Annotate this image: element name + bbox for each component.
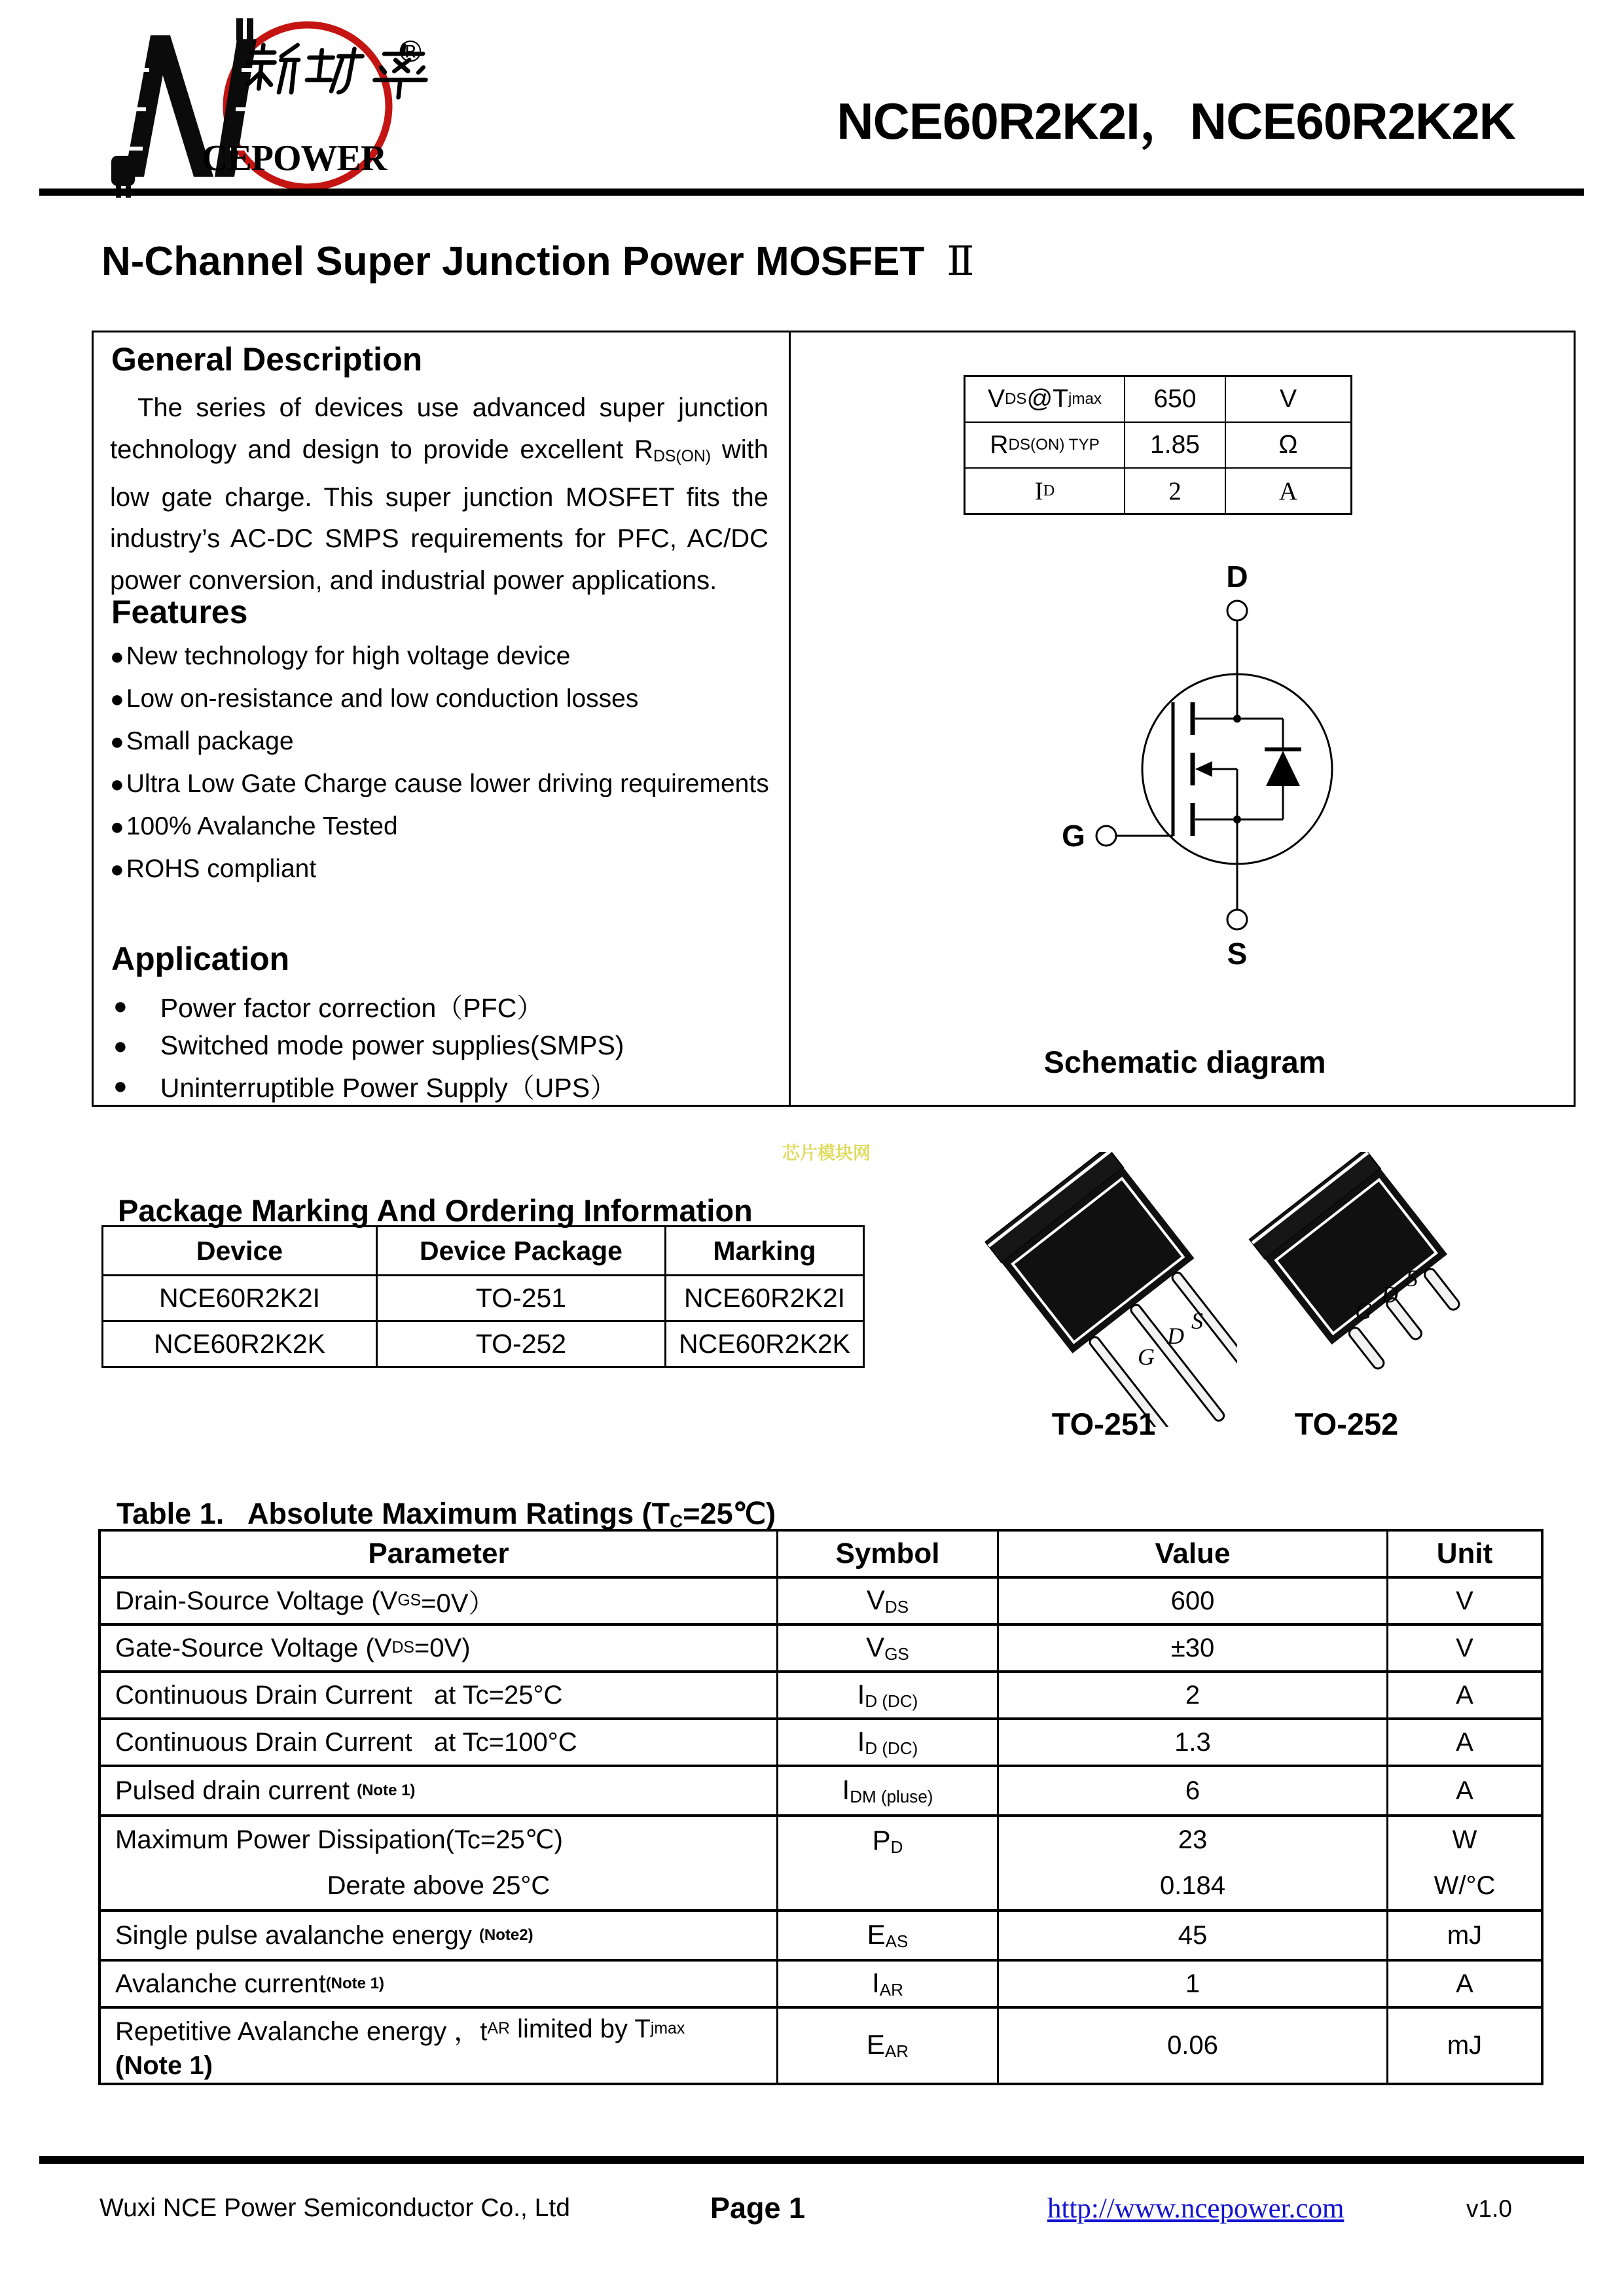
parameter-cell bbox=[101, 1912, 778, 1959]
bullet-icon: ● bbox=[110, 642, 124, 670]
unit-cell bbox=[1388, 1673, 1541, 1717]
parameter-cell bbox=[101, 1962, 778, 2006]
table-row bbox=[101, 1767, 1541, 1817]
value-cell bbox=[999, 1720, 1388, 1765]
ordering-cell: TO-251 bbox=[378, 1276, 666, 1320]
unit-line: A bbox=[1456, 1776, 1473, 1805]
symbol-text: $I_{D (DC)}$ bbox=[857, 1725, 918, 1759]
symbol-cell bbox=[778, 1912, 999, 1959]
unit-line: mJ bbox=[1447, 2031, 1483, 2060]
parameter-line: Repetitive Avalanche energy ，t AR limited by T jmax bbox=[115, 2014, 685, 2046]
bullet-icon: ● bbox=[110, 770, 124, 797]
unit-line: A bbox=[1456, 1969, 1473, 1998]
page-title-numeral: Ⅱ bbox=[947, 237, 975, 285]
ratings-header-cell: Unit bbox=[1436, 1537, 1493, 1570]
symbol-cell bbox=[778, 1673, 999, 1717]
parameter-line: Continuous Drain Current at Tc=25°C bbox=[115, 1680, 563, 1710]
absolute-maximum-ratings-table bbox=[98, 1529, 1543, 2085]
symbol-cell bbox=[778, 1817, 999, 1909]
parameter-cell bbox=[101, 1673, 778, 1717]
ordering-cell: TO-252 bbox=[378, 1322, 666, 1366]
parameter-line: Avalanche current (Note 1) bbox=[115, 1969, 385, 1998]
bullet-icon: ● bbox=[113, 992, 128, 1019]
body-diode-icon bbox=[1237, 719, 1301, 819]
registered-trademark-icon: ® bbox=[399, 34, 422, 68]
general-description-paragraph: The series of devices use advanced super junction technology and design to provide excellent $R_{DS(ON)}$ with low gate charge. This super junction MOSFET fits the industry’s AC-DC SMPS requirements for PFC, AC/DC power conversion, and industrial power applications. bbox=[110, 393, 768, 595]
value-line: 0.184 bbox=[1159, 1871, 1226, 1901]
value-cell bbox=[999, 1673, 1388, 1717]
page-title-text: N-Channel Super Junction Power MOSFET bbox=[101, 239, 925, 284]
ordering-header-row bbox=[103, 1227, 863, 1276]
parameter-cell bbox=[101, 1767, 778, 1814]
application-text: Uninterruptible Power Supply（UPS） bbox=[160, 1073, 617, 1103]
value-line: 2 bbox=[1185, 1680, 1200, 1710]
unit-line: V bbox=[1456, 1586, 1473, 1615]
table-row bbox=[103, 1276, 863, 1322]
application-text: Switched mode power supplies(SMPS) bbox=[160, 1030, 624, 1060]
unit-cell bbox=[1388, 1579, 1541, 1623]
table-row bbox=[101, 2009, 1541, 2083]
table-row bbox=[103, 1322, 863, 1366]
source-terminal-icon bbox=[1227, 910, 1247, 929]
parameter-line: Gate-Source Voltage (V DS =0V) bbox=[115, 1633, 471, 1662]
ordering-table bbox=[101, 1225, 865, 1368]
symbol-text: $P_D$ bbox=[872, 1825, 903, 1857]
application-heading: Application bbox=[111, 941, 290, 977]
bullet-icon: ● bbox=[113, 1031, 128, 1059]
bullet-icon: ● bbox=[110, 855, 124, 882]
unit-cell bbox=[1388, 2009, 1541, 2083]
spec-parameter: V DS @T jmax bbox=[965, 377, 1125, 422]
footer-rule bbox=[39, 2156, 1584, 2164]
value-line: 1 bbox=[1185, 1969, 1200, 1998]
table-row bbox=[101, 1962, 1541, 2009]
spec-unit: V bbox=[1279, 385, 1297, 413]
to251-pin-g-label: G bbox=[1138, 1344, 1155, 1370]
table-row bbox=[101, 1673, 1541, 1720]
package-to252-image bbox=[1247, 1152, 1509, 1388]
feature-text: Small package bbox=[126, 726, 294, 755]
feature-text: New technology for high voltage device bbox=[126, 641, 571, 670]
value-line: 600 bbox=[1170, 1586, 1215, 1615]
table-row bbox=[101, 1817, 1541, 1912]
feature-item bbox=[110, 762, 769, 805]
symbol-cell bbox=[778, 1626, 999, 1670]
parameter-cell bbox=[101, 1720, 778, 1765]
company-logo bbox=[46, 8, 439, 198]
symbol-text: $I_{D (DC)}$ bbox=[857, 1678, 918, 1712]
unit-line: W/°C bbox=[1434, 1871, 1496, 1901]
feature-item bbox=[110, 677, 769, 720]
value-cell bbox=[999, 1817, 1388, 1909]
footer-website-link[interactable]: http://www.ncepower.com bbox=[1047, 2193, 1344, 2224]
ratings-header-cell: Parameter bbox=[101, 1532, 778, 1576]
parameter-cell bbox=[101, 1817, 778, 1909]
parameter-cell bbox=[101, 2009, 778, 2083]
value-cell bbox=[999, 2009, 1388, 2083]
to251-label: TO-251 bbox=[1051, 1407, 1156, 1441]
value-line: 1.3 bbox=[1174, 1727, 1211, 1757]
ordering-header-cell: Device bbox=[103, 1227, 378, 1274]
ratings-header-cell: Value bbox=[999, 1532, 1388, 1576]
value-line: 23 bbox=[1178, 1825, 1208, 1854]
features-list bbox=[110, 635, 769, 890]
unit-line: W bbox=[1452, 1825, 1477, 1854]
unit-cell bbox=[1388, 1626, 1541, 1670]
feature-text: Ultra Low Gate Charge cause lower driving requirements bbox=[126, 769, 769, 798]
parameter-line: Continuous Drain Current at Tc=100°C bbox=[115, 1727, 577, 1757]
unit-line: A bbox=[1456, 1727, 1473, 1757]
to251-pin-s-label: S bbox=[1191, 1308, 1203, 1334]
symbol-text: $E_{AR}$ bbox=[866, 2029, 909, 2062]
spec-unit: Ω bbox=[1278, 431, 1298, 459]
drain-label: D bbox=[1226, 560, 1248, 594]
logo-cepower-text: CEPOWER bbox=[202, 138, 387, 179]
key-parameters-table bbox=[964, 375, 1352, 515]
table-row bbox=[101, 1626, 1541, 1673]
application-text: Power factor correction（PFC） bbox=[160, 993, 544, 1023]
watermark-text: 芯片模块网 bbox=[782, 1143, 871, 1163]
page-title bbox=[101, 237, 975, 285]
symbol-text: $V_{DS}$ bbox=[866, 1584, 909, 1617]
value-cell bbox=[999, 1912, 1388, 1959]
gate-terminal-icon bbox=[1096, 826, 1116, 846]
parameter-line: Maximum Power Dissipation(Tc=25℃) bbox=[115, 1825, 564, 1855]
ordering-header-cell: Marking bbox=[713, 1235, 816, 1266]
unit-cell bbox=[1388, 1962, 1541, 2006]
ordering-cell: NCE60R2K2K bbox=[678, 1329, 851, 1359]
unit-line: mJ bbox=[1447, 1920, 1483, 1950]
bullet-icon: ● bbox=[110, 727, 124, 755]
ordering-cell: NCE60R2K2I bbox=[103, 1276, 378, 1320]
bullet-icon: ● bbox=[110, 812, 124, 840]
unit-line: A bbox=[1456, 1680, 1473, 1710]
mosfet-schematic bbox=[1028, 553, 1447, 978]
spec-row bbox=[965, 469, 1350, 513]
ratings-table-heading: Table 1. Absolute Maximum Ratings $(T_C=25℃)$ bbox=[117, 1497, 776, 1532]
feature-text: Low on-resistance and low conduction losses bbox=[126, 684, 639, 713]
spec-row bbox=[965, 423, 1350, 469]
to252-pin-d-label: D bbox=[1381, 1282, 1398, 1308]
application-item bbox=[113, 986, 624, 1026]
ordering-cell: NCE60R2K2I bbox=[683, 1283, 846, 1313]
feature-item bbox=[110, 848, 769, 890]
symbol-cell bbox=[778, 1767, 999, 1814]
source-label: S bbox=[1227, 937, 1248, 971]
value-cell bbox=[999, 1579, 1388, 1623]
spec-value: 1.85 bbox=[1125, 423, 1226, 467]
bullet-icon: ● bbox=[110, 685, 124, 712]
footer-page-number: Page 1 bbox=[710, 2191, 806, 2225]
unit-cell bbox=[1388, 1817, 1541, 1909]
application-item bbox=[113, 1066, 624, 1105]
feature-item bbox=[110, 805, 769, 848]
ordering-header-cell: Device Package bbox=[378, 1227, 666, 1274]
general-description-heading: General Description bbox=[111, 341, 423, 378]
overview-box bbox=[92, 331, 1576, 1107]
feature-text: ROHS compliant bbox=[126, 854, 317, 883]
schematic-caption: Schematic diagram bbox=[1043, 1045, 1326, 1079]
spec-unit: A bbox=[1278, 476, 1298, 505]
value-cell bbox=[999, 1767, 1388, 1814]
drain-terminal-icon bbox=[1227, 601, 1247, 620]
application-item bbox=[113, 1026, 624, 1066]
symbol-text: $I_{AR}$ bbox=[872, 1967, 903, 2000]
header-rule bbox=[39, 188, 1584, 196]
to251-pin-d-label: D bbox=[1167, 1323, 1184, 1349]
value-line: 45 bbox=[1178, 1920, 1208, 1950]
logo-graphic bbox=[46, 8, 439, 198]
spec-parameter: I D bbox=[965, 469, 1125, 513]
parameter-line: (Note 1) bbox=[115, 2051, 213, 2080]
ordering-cell: NCE60R2K2K bbox=[103, 1322, 378, 1366]
unit-cell bbox=[1388, 1720, 1541, 1765]
parameter-cell bbox=[101, 1579, 778, 1623]
value-line: 6 bbox=[1185, 1776, 1200, 1805]
application-list bbox=[113, 986, 624, 1105]
value-cell bbox=[999, 1962, 1388, 2006]
symbol-cell bbox=[778, 1579, 999, 1623]
ratings-header-row bbox=[101, 1532, 1541, 1579]
unit-cell bbox=[1388, 1767, 1541, 1814]
symbol-text: $V_{GS}$ bbox=[866, 1631, 909, 1664]
parameter-line: Derate above 25°C bbox=[327, 1871, 550, 1901]
to252-pin-s-label: S bbox=[1406, 1265, 1418, 1291]
symbol-cell bbox=[778, 1962, 999, 2006]
symbol-text: $E_{AS}$ bbox=[867, 1918, 909, 1952]
package-to251-image bbox=[975, 1152, 1237, 1427]
spec-value: 650 bbox=[1125, 377, 1226, 422]
bullet-icon: ● bbox=[113, 1071, 128, 1099]
parameter-line: Single pulse avalanche energy (Note2) bbox=[115, 1920, 533, 1950]
parameter-line: Pulsed drain current (Note 1) bbox=[115, 1776, 416, 1805]
feature-item bbox=[110, 635, 769, 677]
to252-label: TO-252 bbox=[1294, 1407, 1399, 1441]
parameter-cell bbox=[101, 1626, 778, 1670]
to252-pin-g-label: G bbox=[1355, 1298, 1372, 1324]
part-number-title: NCE60R2K2I，NCE60R2K2K bbox=[837, 92, 1515, 150]
value-line: 0.06 bbox=[1167, 2031, 1218, 2060]
value-line: ±30 bbox=[1170, 1633, 1215, 1662]
spec-row bbox=[965, 377, 1350, 423]
feature-text: 100% Avalanche Tested bbox=[126, 812, 398, 840]
spec-value: 2 bbox=[1125, 469, 1226, 513]
ratings-header-cell: Symbol bbox=[778, 1532, 999, 1576]
column-divider bbox=[789, 332, 791, 1105]
table-row bbox=[101, 1579, 1541, 1626]
unit-line: V bbox=[1456, 1633, 1473, 1662]
spec-parameter: R DS(ON) TYP bbox=[965, 423, 1125, 467]
table-row bbox=[101, 1912, 1541, 1962]
footer-version: v1.0 bbox=[1466, 2195, 1512, 2222]
feature-item bbox=[110, 720, 769, 762]
symbol-cell bbox=[778, 2009, 999, 2083]
footer-company: Wuxi NCE Power Semiconductor Co., Ltd bbox=[99, 2194, 570, 2222]
parameter-line: Drain-Source Voltage (V GS =0V） bbox=[115, 1586, 495, 1618]
gate-label: G bbox=[1062, 819, 1085, 853]
value-cell bbox=[999, 1626, 1388, 1670]
symbol-cell bbox=[778, 1720, 999, 1765]
symbol-text: $I_{DM (pluse)}$ bbox=[842, 1774, 933, 1807]
features-heading: Features bbox=[111, 594, 248, 630]
table-row bbox=[101, 1720, 1541, 1767]
unit-cell bbox=[1388, 1912, 1541, 1959]
ordering-info-heading: Package Marking And Ordering Information bbox=[118, 1193, 753, 1228]
